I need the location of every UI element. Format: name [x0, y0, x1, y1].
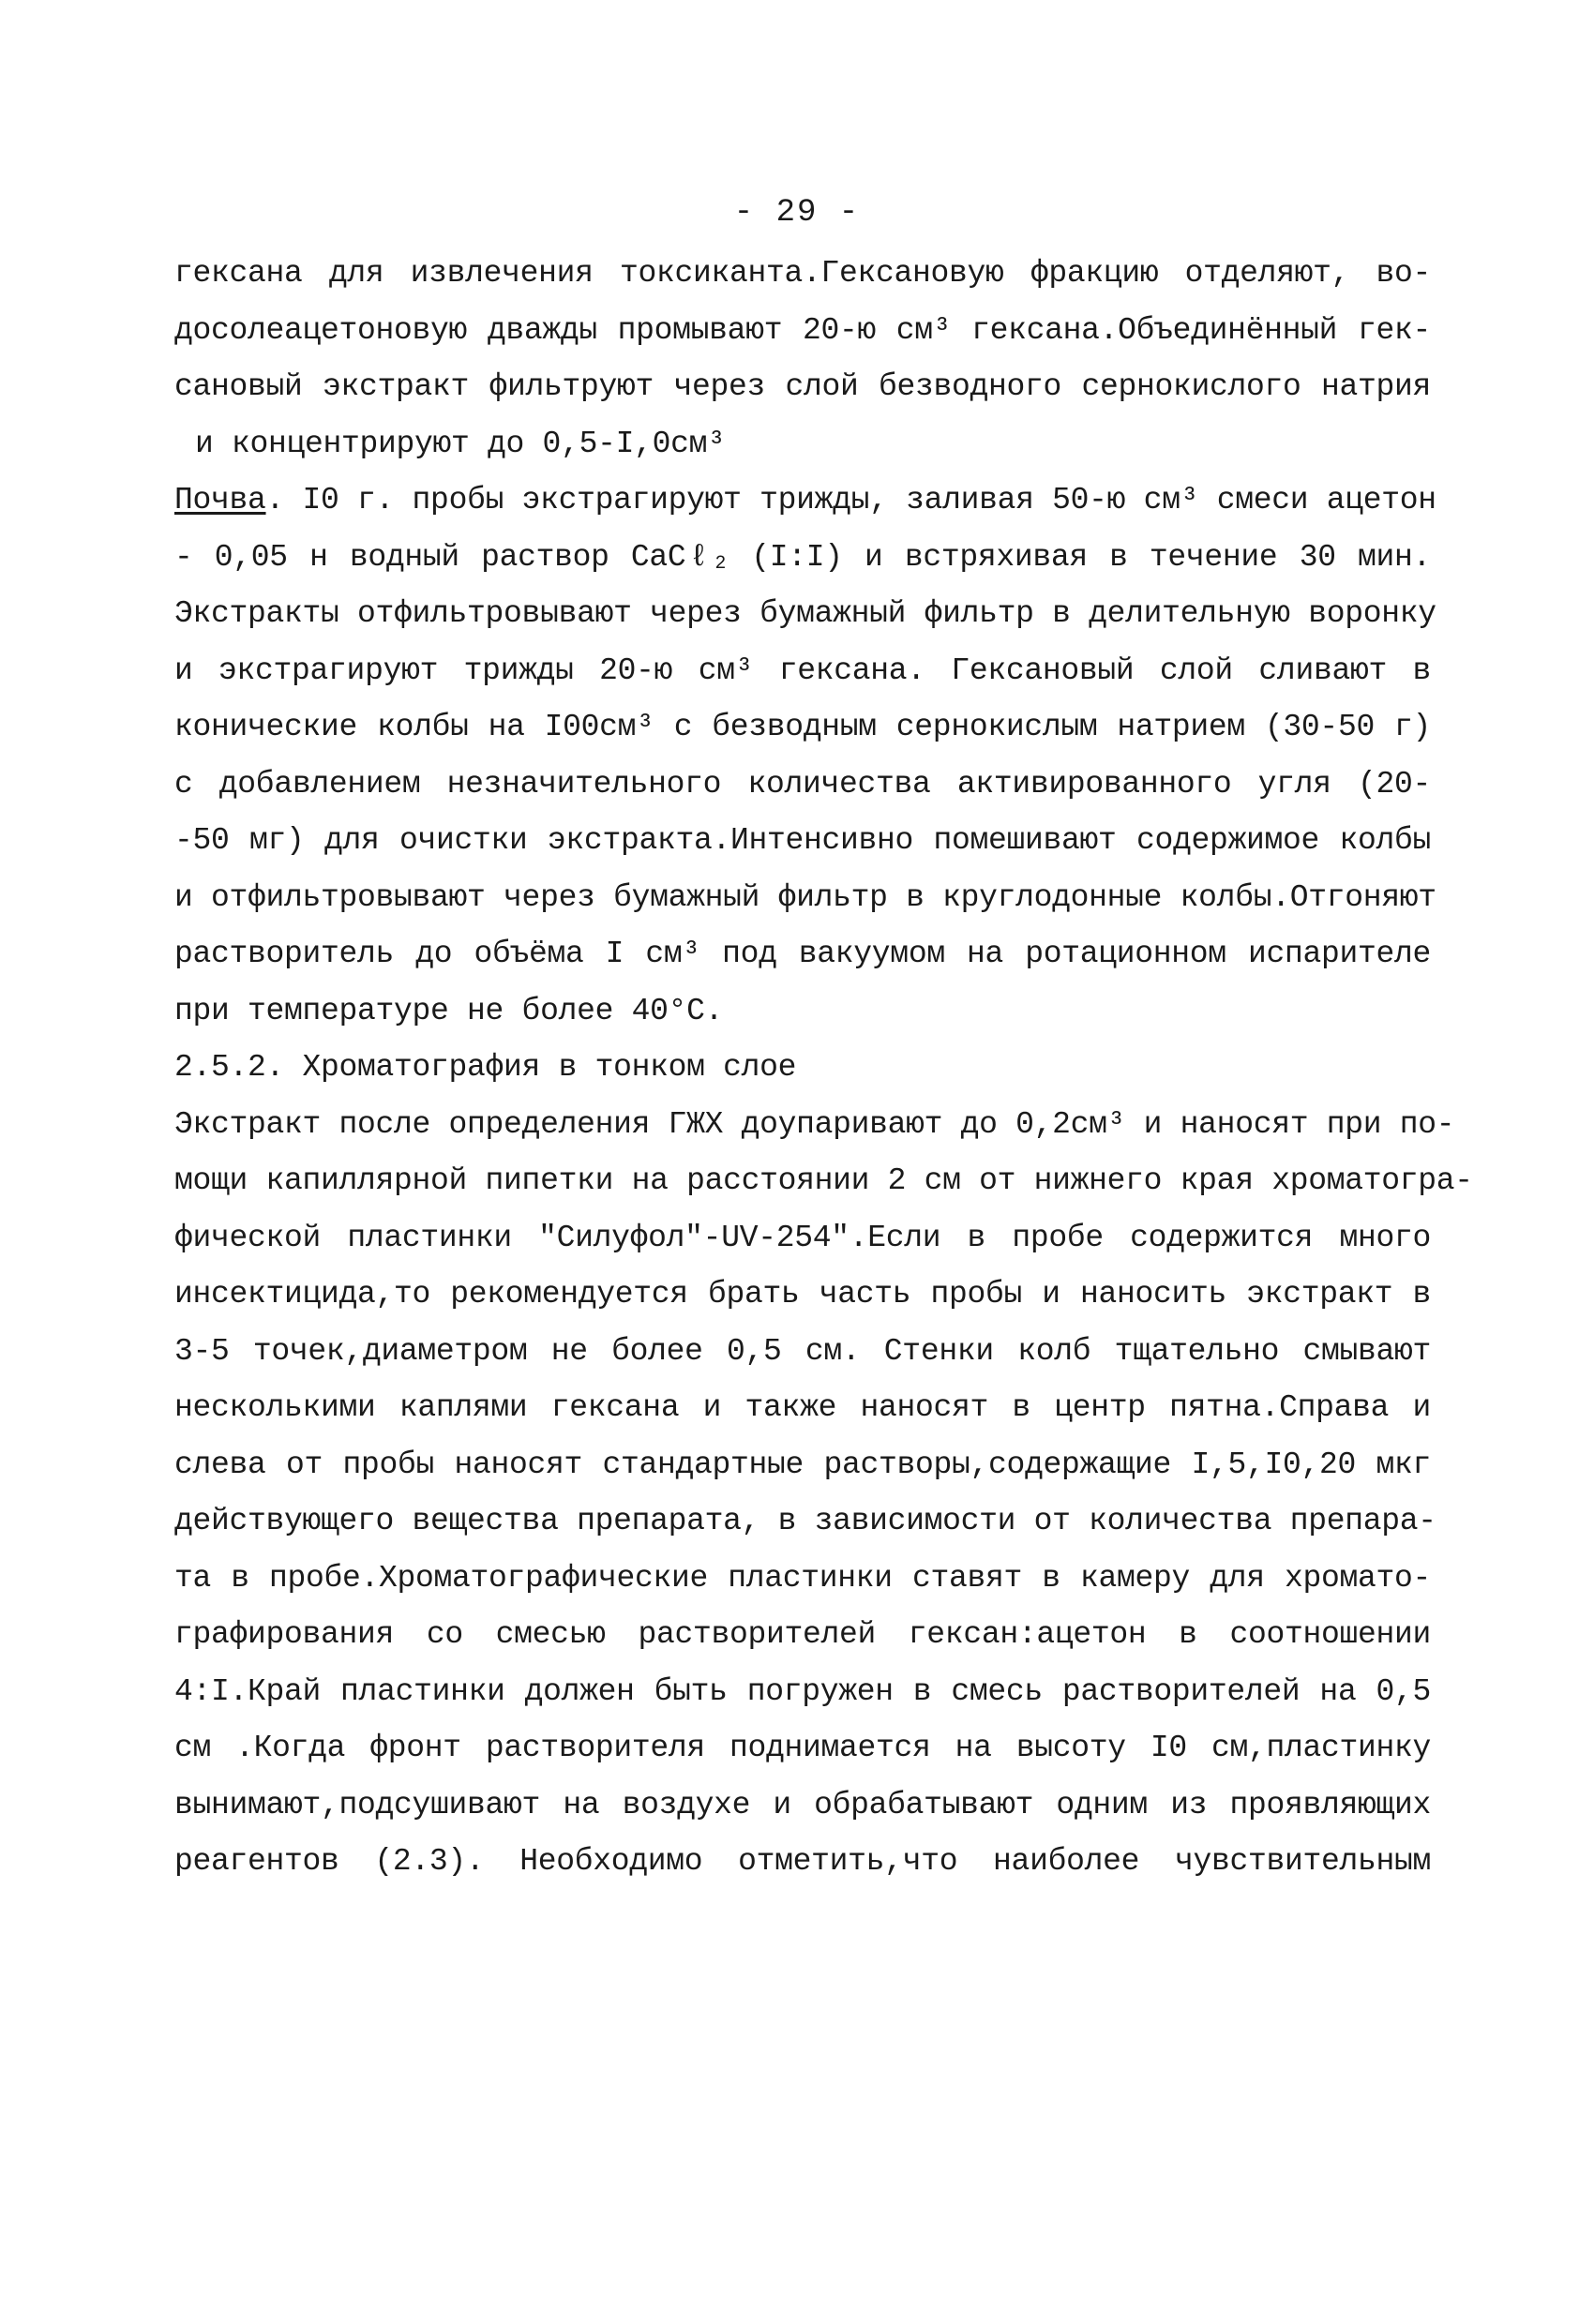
- text-line-7: Экстракты отфильтровывают через бумажный фильтр в делительную воронку: [174, 596, 1436, 631]
- text-line-27: см .Когда фронт растворителя поднимается на высоту I0 см,пластинку: [174, 1731, 1431, 1765]
- text-line-8: и экстрагируют трижды 20-ю см³ гексана. Гексановый слой сливают в: [174, 652, 1431, 688]
- text-line-25: графирования со смесью растворителей гексан:ацетон в соотношении: [174, 1617, 1431, 1652]
- text-line-5: [174, 472, 1436, 530]
- text-line-11: -50 мг) для очистки экстракта.Интенсивно помешивают содержимое колбы: [174, 823, 1431, 858]
- text-line-23: действующего вещества препарата, в зависимости от количества препара-: [174, 1504, 1436, 1538]
- soil-heading: Почва: [174, 483, 266, 517]
- text-line-29: реагентов (2.3). Необходимо отметить,что наиболее чувствительным: [174, 1844, 1431, 1879]
- text-line-16: Экстракт после определения ГЖХ доупаривают до 0,2см³ и наносят при по-: [174, 1106, 1455, 1142]
- text-line-14: при температуре не более 40°С.: [174, 993, 724, 1028]
- soil-line-rest: . I0 г. пробы экстрагируют трижды, заливая 50-ю см³ смеси ацетон: [265, 483, 1436, 517]
- text-line-24: та в пробе.Хроматографические пластинки ставят в камеру для хромато-: [174, 1560, 1431, 1596]
- text-line-2: досолеацетоновую дважды промывают 20-ю см³ гексана.Объединённый гек-: [174, 312, 1431, 348]
- text-line-3: сановый экстракт фильтруют через слой безводного сернокислого натрия: [174, 369, 1431, 404]
- text-line-18: фической пластинки "Силуфол"-UV-254".Если в пробе содержится много: [174, 1220, 1431, 1255]
- page-number: - 29 -: [733, 195, 861, 231]
- text-line-1: гексана для извлечения токсиканта.Гексановую фракцию отделяют, во-: [174, 256, 1431, 291]
- text-line-22: слева от пробы наносят стандартные растворы,содержащие I,5,I0,20 мкг: [174, 1447, 1431, 1482]
- text-line-17: мощи капиллярной пипетки на расстоянии 2 см от нижнего края хроматогра-: [174, 1163, 1473, 1198]
- text-line-28: вынимают,подсушивают на воздухе и обрабатывают одним из проявляющих: [174, 1787, 1431, 1822]
- text-line-21: несколькими каплями гексана и также наносят в центр пятна.Справа и: [174, 1390, 1431, 1425]
- text-line-26: 4:I.Край пластинки должен быть погружен в смесь растворителей на 0,5: [174, 1673, 1431, 1709]
- text-line-4: и концентрируют до 0,5-I,0см³: [195, 426, 726, 461]
- document-body: [174, 246, 1473, 1891]
- text-line-19: инсектицида,то рекомендуется брать часть пробы и наносить экстракт в: [174, 1277, 1431, 1312]
- text-line-6: - 0,05 н водный раствор CaCℓ₂ (I:I) и встряхивая в течение 30 мин.: [174, 539, 1431, 575]
- text-line-20: 3-5 точек,диаметром не более 0,5 см. Стенки колб тщательно смывают: [174, 1333, 1431, 1369]
- text-line-12: и отфильтровывают через бумажный фильтр в круглодонные колбы.Отгоняют: [174, 879, 1436, 915]
- section-heading: 2.5.2. Хроматография в тонком слое: [174, 1050, 797, 1085]
- text-line-10: с добавлением незначительного количества активированного угля (20-: [174, 766, 1431, 802]
- text-line-9: конические колбы на I00см³ с безводным сернокислым натрием (30-50 г): [174, 710, 1431, 744]
- text-line-13: растворитель до объёма I см³ под вакуумом на ротационном испарителе: [174, 937, 1431, 971]
